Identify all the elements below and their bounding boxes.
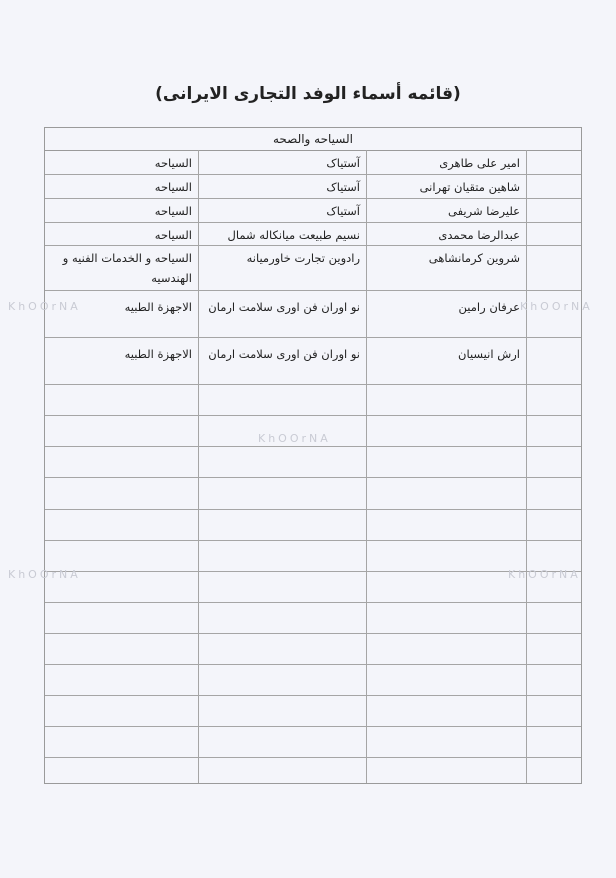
row-divider (45, 571, 581, 572)
section-header: السیاحه والصحه (45, 128, 581, 151)
member-sector: السیاحه و الخدمات الفنیه و الهندسیه (62, 251, 192, 285)
watermark: KhOOrNA (520, 300, 593, 313)
row-divider (45, 602, 581, 603)
watermark: KhOOrNA (8, 568, 81, 581)
member-company: آستیاک (326, 180, 360, 194)
page-title: (قائمه أسماء الوفد التجاری الایرانی) (155, 84, 461, 104)
table-row (45, 175, 581, 198)
row-divider (45, 477, 581, 478)
member-name: امیر علی طاهری (439, 156, 520, 170)
row-divider (45, 384, 581, 385)
member-sector: الاجهزة الطبیه (124, 300, 192, 314)
member-company: رادوین تجارت خاورمیانه (246, 251, 360, 265)
watermark: KhOOrNA (258, 432, 331, 445)
row-divider (45, 633, 581, 634)
row-divider (45, 695, 581, 696)
table-row (45, 291, 581, 337)
member-company: نو اوران فن اوری سلامت ارمان (208, 300, 360, 314)
row-divider (45, 509, 581, 510)
member-sector: السیاحه (154, 180, 192, 194)
row-divider (45, 726, 581, 727)
member-company: نو اوران فن اوری سلامت ارمان (208, 347, 360, 361)
member-sector: السیاحه (154, 156, 192, 170)
table-row (45, 151, 581, 174)
row-divider (45, 664, 581, 665)
member-sector: السیاحه (154, 228, 192, 242)
watermark: KhOOrNA (8, 300, 81, 313)
member-name: عرفان رامین (458, 300, 520, 314)
row-divider (45, 446, 581, 447)
member-sector: السیاحه (154, 204, 192, 218)
row-divider (45, 415, 581, 416)
table-row (45, 199, 581, 222)
member-company: آستیاک (326, 204, 360, 218)
table-row (45, 338, 581, 384)
member-name: عبدالرضا محمدی (438, 228, 520, 242)
table-row (45, 223, 581, 245)
member-name: شروین کرمانشاهی (428, 251, 520, 265)
member-company: نسیم طبیعت میانکاله شمال (227, 228, 360, 242)
row-divider (45, 540, 581, 541)
member-name: ارش انیسیان (458, 347, 520, 361)
member-name: علیرضا شریفی (448, 204, 520, 218)
table-row (45, 246, 581, 290)
row-divider (45, 757, 581, 758)
member-company: آستیاک (326, 156, 360, 170)
member-name: شاهین متقیان تهرانی (419, 180, 520, 194)
member-sector: الاجهزة الطبیه (124, 347, 192, 361)
watermark: KhOOrNA (508, 568, 581, 581)
delegation-table (44, 127, 582, 784)
